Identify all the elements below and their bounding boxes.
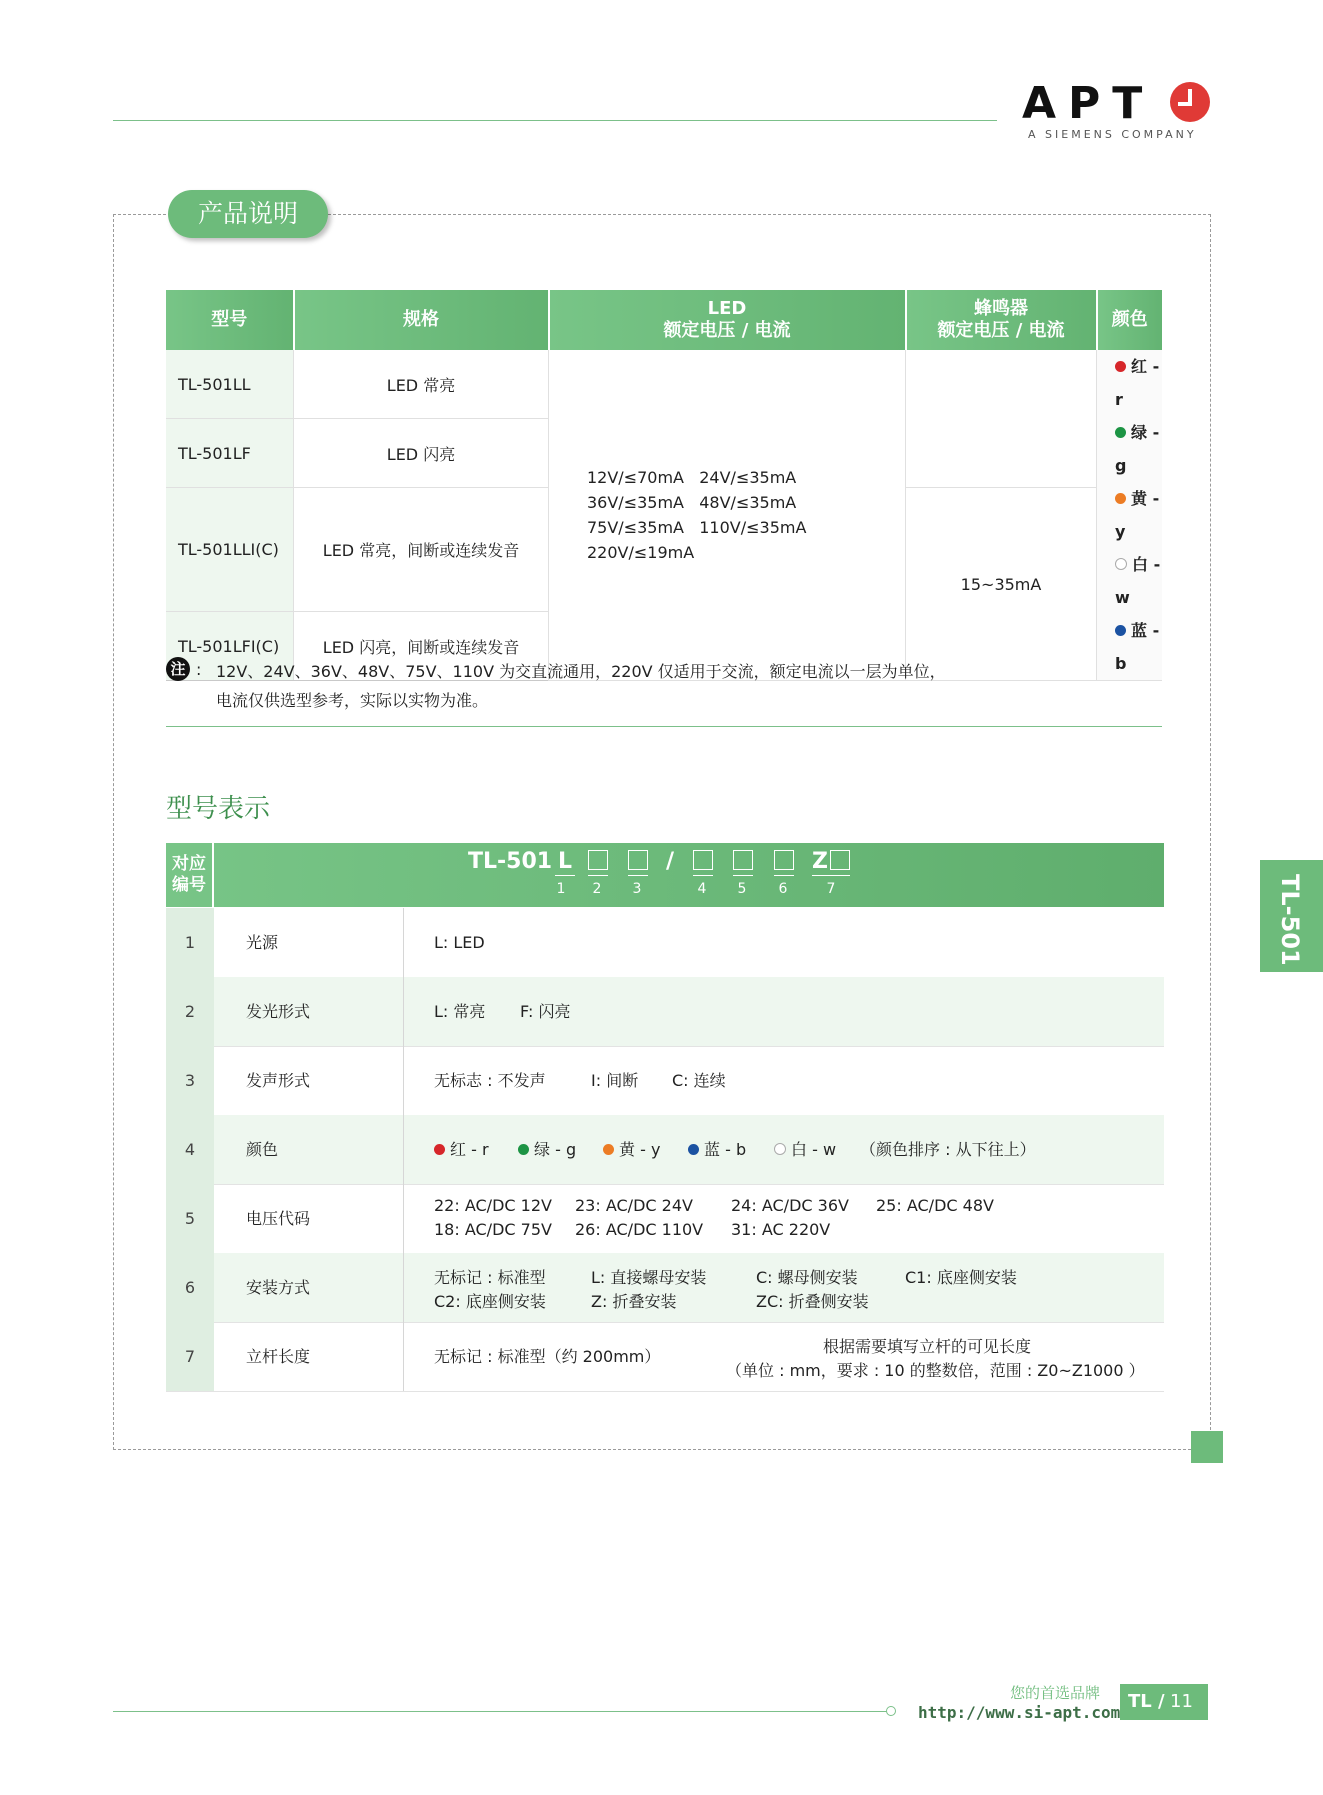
code-seg-6 <box>774 849 794 876</box>
white-dot-icon <box>1115 558 1127 570</box>
row-divider <box>403 1322 404 1391</box>
blue-dot-icon <box>1115 625 1126 636</box>
code-seg-3 <box>628 849 648 876</box>
row-number: 3 <box>166 1046 214 1115</box>
model-row <box>166 1115 1164 1185</box>
white-dot-icon <box>774 1143 786 1155</box>
row-name: 安装方式 <box>246 1278 311 1297</box>
corner-square <box>1191 1431 1223 1463</box>
model-row <box>166 908 1164 978</box>
code-seg-4 <box>693 849 713 876</box>
length-note: 根据需要填写立杆的可见长度 <box>823 1337 1032 1356</box>
header-rule <box>113 120 997 121</box>
logo-text: APT <box>1022 78 1155 129</box>
colors-cell <box>1097 350 1163 681</box>
mount-option: 无标记 : 标准型 <box>434 1268 546 1287</box>
box-icon <box>628 850 648 870</box>
box-icon <box>588 850 608 870</box>
model-cell: TL-501LLI(C) <box>166 488 294 612</box>
code-number: 5 <box>737 881 747 897</box>
length-range: （单位 : mm，要求 : 10 的整数倍，范围 : Z0~Z1000 ） <box>726 1361 1145 1380</box>
yellow-dot-icon <box>603 1144 614 1155</box>
green-dot-icon <box>1115 427 1126 438</box>
footer-url[interactable]: http://www.si-apt.com <box>918 1703 1121 1722</box>
product-table <box>166 290 1162 681</box>
table-row <box>166 350 1162 419</box>
color-order-note: （颜色排序 : 从下往上） <box>860 1140 1036 1159</box>
voltage-code: 23: AC/DC 24V <box>575 1196 693 1215</box>
row-value: 无标记 : 标准型（约 200mm） <box>434 1347 661 1366</box>
header-led <box>549 290 906 350</box>
color-item: 绿 - g <box>1115 423 1160 475</box>
voltage-code: 22: AC/DC 12V <box>434 1196 552 1215</box>
voltage-code: 24: AC/DC 36V <box>731 1196 849 1215</box>
header-led-line2: 额定电压 / 电流 <box>663 320 791 341</box>
color-option: 白 - w <box>774 1115 836 1184</box>
note-text-line2: 电流仅供选型参考，实际以实物为准。 <box>216 691 489 710</box>
page-number: 11 <box>1170 1691 1193 1712</box>
red-dot-icon <box>434 1144 445 1155</box>
row-name: 光源 <box>246 933 279 952</box>
spec-cell: LED 闪亮 <box>294 419 549 488</box>
color-item: 蓝 - b <box>1115 621 1160 673</box>
mount-option: Z: 折叠安装 <box>591 1292 677 1311</box>
section-title-product: 产品说明 <box>168 190 328 238</box>
color-item: 黄 - y <box>1115 489 1160 541</box>
code-number: 3 <box>632 881 642 897</box>
color-option: 绿 - g <box>518 1115 576 1184</box>
model-code-header <box>166 843 1164 907</box>
side-tab <box>1260 860 1323 972</box>
side-tab-label: TL-501 <box>1276 874 1304 966</box>
row-value: L: 常亮 <box>434 1002 486 1021</box>
voltage-code: 31: AC 220V <box>731 1220 831 1239</box>
color-option: 黄 - y <box>603 1115 660 1184</box>
mount-option: C2: 底座侧安装 <box>434 1292 546 1311</box>
color-item: 白 - w <box>1115 555 1161 607</box>
model-cell: TL-501LF <box>166 419 294 488</box>
yellow-dot-icon <box>1115 493 1126 504</box>
row-divider <box>403 1046 404 1115</box>
row-number: 7 <box>166 1322 214 1391</box>
row-number: 4 <box>166 1115 214 1184</box>
row-name: 发声形式 <box>246 1071 311 1090</box>
code-number: 2 <box>592 881 602 897</box>
code-seg-7: Z <box>812 849 850 876</box>
box-icon <box>733 850 753 870</box>
row-number: 1 <box>166 908 214 977</box>
voltage-code: 25: AC/DC 48V <box>876 1196 994 1215</box>
led-value: 12V/≤70mA 24V/≤35mA <box>587 468 797 487</box>
voltage-code: 18: AC/DC 75V <box>434 1220 552 1239</box>
code-slash: / <box>666 849 675 874</box>
buzzer-empty-cell <box>906 350 1097 488</box>
footer-rule-end <box>886 1706 896 1716</box>
apt-logo <box>1022 78 1212 148</box>
header-buzzer-line1: 蜂鸣器 <box>974 298 1028 320</box>
code-prefix: TL-501 <box>468 849 553 874</box>
code-number: 4 <box>697 881 707 897</box>
blue-dot-icon <box>688 1144 699 1155</box>
row-value: C: 连续 <box>672 1071 726 1090</box>
mount-option: ZC: 折叠侧安装 <box>756 1292 869 1311</box>
box-icon <box>830 850 850 870</box>
code-seg-5 <box>733 849 753 876</box>
row-value: 无标志 : 不发声 <box>434 1071 546 1090</box>
model-row <box>166 1322 1164 1392</box>
section-title-model: 型号表示 <box>166 794 271 824</box>
spec-cell: LED 常亮，间断或连续发音 <box>294 488 549 612</box>
row-divider <box>403 1184 404 1253</box>
footer-rule <box>113 1711 889 1712</box>
row-name: 立杆长度 <box>246 1347 311 1366</box>
buzzer-value-cell: 15~35mA <box>906 488 1097 681</box>
header-model: 型号 <box>166 290 294 350</box>
color-option: 红 - r <box>434 1115 489 1184</box>
green-dot-icon <box>518 1144 529 1155</box>
box-icon <box>774 850 794 870</box>
mount-option: L: 直接螺母安装 <box>591 1268 707 1287</box>
model-row <box>166 1184 1164 1254</box>
row-name: 颜色 <box>246 1140 279 1159</box>
row-divider <box>403 977 404 1046</box>
led-value: 36V/≤35mA 48V/≤35mA <box>587 493 797 512</box>
header-buzzer <box>906 290 1097 350</box>
code-seg-1: L <box>555 849 575 876</box>
col-header-number: 对应 编号 <box>166 843 214 907</box>
box-icon <box>693 850 713 870</box>
code-number: 1 <box>556 881 566 897</box>
row-divider <box>403 1115 404 1184</box>
code-seg-2 <box>588 849 608 876</box>
note-icon: 注 <box>166 657 190 681</box>
row-number: 6 <box>166 1253 214 1322</box>
code-number: 7 <box>826 881 836 897</box>
row-divider <box>403 908 404 977</box>
model-row <box>166 1046 1164 1116</box>
header-buzzer-line2: 额定电压 / 电流 <box>937 320 1065 341</box>
row-value: L: LED <box>434 933 485 952</box>
row-value: F: 闪亮 <box>520 1002 571 1021</box>
led-values-cell <box>549 350 906 681</box>
note-divider <box>166 726 1162 727</box>
red-dot-icon <box>1115 361 1126 372</box>
row-name: 电压代码 <box>246 1209 311 1228</box>
footer-slogan: 您的首选品牌 <box>1010 1684 1101 1702</box>
model-row <box>166 1253 1164 1323</box>
model-cell: TL-501LFI(C) <box>166 612 294 681</box>
footer-section: TL / <box>1128 1691 1165 1712</box>
led-value: 75V/≤35mA 110V/≤35mA <box>587 518 807 537</box>
row-divider <box>403 1253 404 1322</box>
model-row <box>166 977 1164 1047</box>
color-item: 红 - r <box>1115 357 1160 409</box>
led-value: 220V/≤19mA <box>587 543 695 562</box>
mount-option: C: 螺母侧安装 <box>756 1268 858 1287</box>
model-cell: TL-501LL <box>166 350 294 419</box>
row-name: 发光形式 <box>246 1002 311 1021</box>
mount-option: C1: 底座侧安装 <box>905 1268 1017 1287</box>
header-color: 颜色 <box>1097 290 1163 350</box>
voltage-code: 26: AC/DC 110V <box>575 1220 704 1239</box>
row-value: I: 间断 <box>591 1071 639 1090</box>
logo-subtitle: A SIEMENS COMPANY <box>1028 128 1197 141</box>
page-number-box <box>1120 1684 1208 1720</box>
spec-cell: LED 常亮 <box>294 350 549 419</box>
note-text-line1: 12V、24V、36V、48V、75V、110V 为交直流通用，220V 仅适用于交流，额定电流以一层为单位， <box>216 662 946 681</box>
note-colon: : <box>196 660 202 679</box>
code-number: 6 <box>778 881 788 897</box>
clock-icon <box>1170 82 1210 122</box>
header-spec: 规格 <box>294 290 549 350</box>
header-led-line1: LED <box>707 298 747 320</box>
row-number: 5 <box>166 1184 214 1253</box>
color-option: 蓝 - b <box>688 1115 746 1184</box>
row-number: 2 <box>166 977 214 1046</box>
spec-cell: LED 闪亮，间断或连续发音 <box>294 612 549 681</box>
